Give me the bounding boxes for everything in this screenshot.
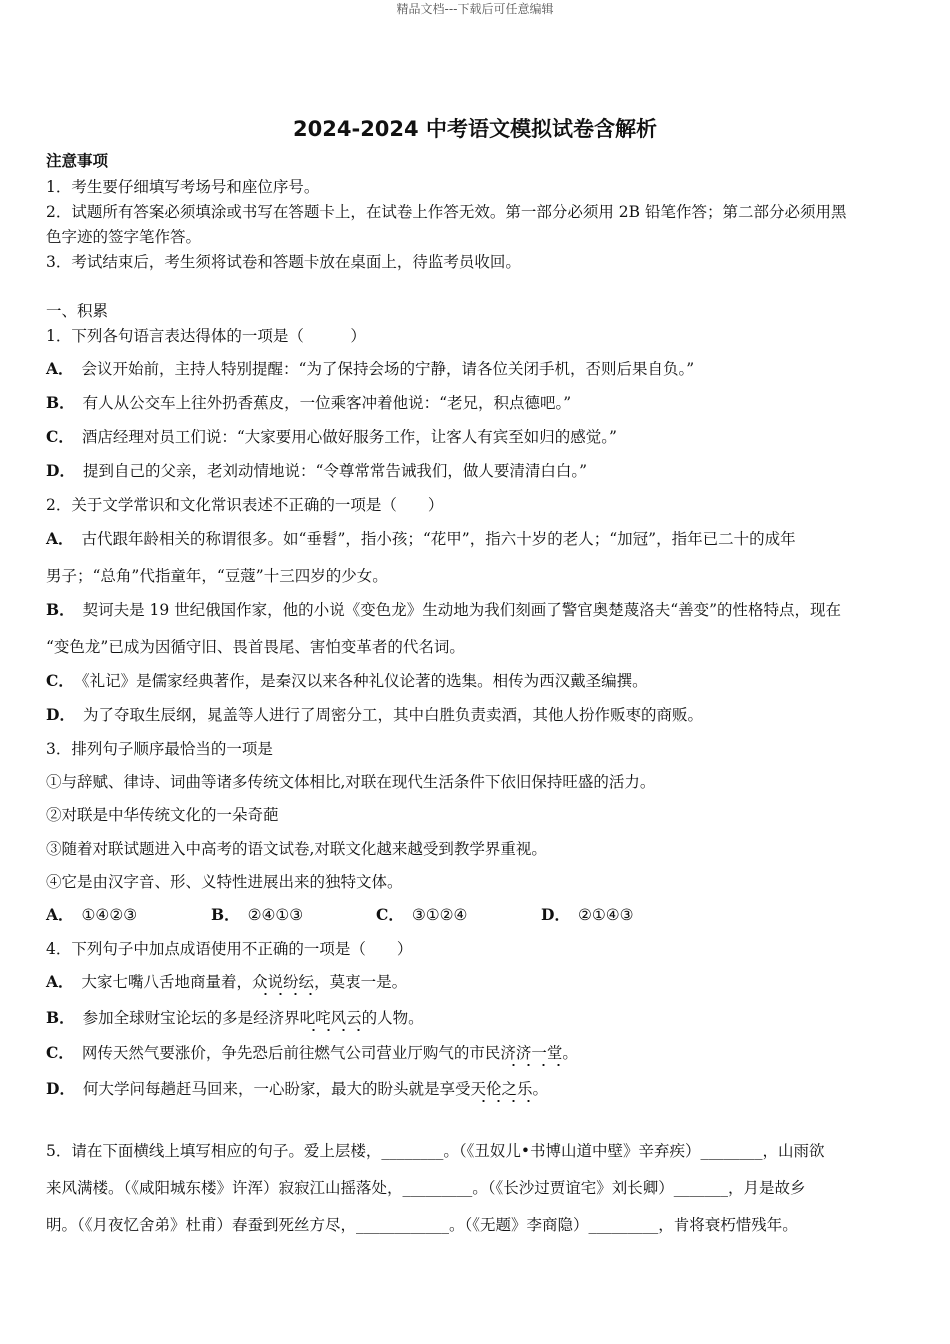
option-label: C． (46, 1043, 74, 1062)
question-stem: 4．下列句子中加点成语使用不正确的一项是（ ） (46, 940, 413, 958)
sentence-item: ①与辞赋、律诗、词曲等诸多传统文体相比,对联在现代生活条件下依旧保持旺盛的活力。 (46, 773, 656, 791)
option-label: B． (211, 905, 240, 924)
option-label: D． (46, 705, 75, 724)
dotted-idiom: 叱咤风云 (299, 1009, 362, 1027)
notice-item: 1．考生要仔细填写考场号和座位序号。 (46, 178, 320, 196)
sentence-item: ②对联是中华传统文化的一朵奇葩 (46, 806, 279, 824)
fill-blank-line: 5．请在下面横线上填写相应的句子。爱上层楼，________。（《丑奴儿•书博山道中壁》辛弃疾）________，山雨欲 (46, 1142, 825, 1160)
section-heading: 一、积累 (46, 302, 109, 320)
option-d (46, 705, 908, 725)
dotted-idiom: 济济一堂 (500, 1044, 563, 1062)
option-text: 古代跟年龄相关的称谓很多。如“垂髫”，指小孩；“花甲”，指六十岁的老人；“加冠”，指年已二十的成年 (81, 530, 796, 548)
page-title: 2024-2024 中考语文模拟试卷含解析 (293, 117, 657, 141)
dotted-idiom: 众说纷纭 (252, 973, 315, 991)
choice-row (46, 905, 908, 925)
option-continuation: “变色龙”已成为因循守旧、畏首畏尾、害怕变革者的代名词。 (46, 638, 465, 656)
option-label: A． (46, 905, 74, 924)
option-text: ②①④③ (577, 906, 634, 924)
option-c (46, 671, 908, 691)
option-text: ，莫衷一是。 (314, 973, 408, 991)
choice-c (376, 905, 541, 925)
choice-b (211, 905, 376, 925)
option-text: ③①②④ (411, 906, 468, 924)
option-text: 契诃夫是 19 世纪俄国作家，他的小说《变色龙》生动地为我们刻画了警官奥楚蔑洛夫“善变”的性格特点，现在 (82, 601, 842, 619)
option-text: 为了夺取生辰纲，晁盖等人进行了周密分工，其中白胜负责卖酒，其他人扮作贩枣的商贩。 (82, 706, 703, 724)
question-stem: 3．排列句子顺序最恰当的一项是 (46, 740, 273, 758)
option-text: 《礼记》是儒家经典著作，是秦汉以来各种礼仪论著的选集。相传为西汉戴圣编撰。 (81, 672, 648, 690)
option-text: 大家七嘴八舌地商量着， (81, 973, 253, 991)
fill-blank-line: 明。（《月夜忆舍弟》杜甫）春蚕到死丝方尽，____________。（《无题》李商隐）_________，肯将衰朽惜残年。 (46, 1216, 798, 1234)
option-b (46, 1008, 908, 1028)
option-text: 参加全球财宝论坛的多是经济界 (82, 1009, 300, 1027)
question-stem: 2．关于文学常识和文化常识表述不正确的一项是（ ） (46, 496, 444, 514)
option-b (46, 600, 908, 620)
dotted-idiom: 天伦之乐 (470, 1080, 533, 1098)
option-label: A． (46, 972, 74, 991)
fill-blank-line: 来风满楼。（《咸阳城东楼》许浑）寂寂江山摇落处，_________。（《长沙过贾谊宅》刘长卿）_______，月是故乡 (46, 1179, 806, 1197)
notice-item: 3．考试结束后，考生须将试卷和答题卡放在桌面上，待监考员收回。 (46, 253, 521, 271)
option-text: 会议开始前，主持人特别提醒：“为了保持会场的宁静，请各位关闭手机，否则后果自负。” (81, 360, 695, 378)
option-a (46, 359, 908, 379)
option-text: 的人物。 (361, 1009, 424, 1027)
choice-a (46, 905, 211, 925)
option-d (46, 1079, 908, 1099)
option-text: 网传天然气要涨价，争先恐后前往燃气公司营业厅购气的市民 (81, 1044, 501, 1062)
option-c (46, 1043, 908, 1063)
notice-item: 色字迹的签字笔作答。 (46, 228, 202, 246)
option-label: B． (46, 600, 75, 619)
notice-heading: 注意事项 (46, 151, 109, 170)
option-label: D． (46, 461, 75, 480)
option-label: C． (46, 427, 74, 446)
option-text: 。 (532, 1080, 548, 1098)
sentence-item: ④它是由汉字音、形、义特性进展出来的独特文体。 (46, 873, 403, 891)
option-text: 。 (562, 1044, 578, 1062)
option-label: A． (46, 529, 74, 548)
option-label: B． (46, 393, 75, 412)
sentence-item: ③随着对联试题进入中高考的语文试卷,对联文化越来越受到教学界重视。 (46, 840, 547, 858)
header-note: 精品文档---下载后可任意编辑 (396, 2, 554, 16)
option-continuation: 男子；“总角”代指童年，“豆蔻”十三四岁的少女。 (46, 567, 388, 585)
question-stem: 1．下列各句语言表达得体的一项是（ ） (46, 327, 366, 345)
option-label: D． (541, 905, 570, 924)
option-label: C． (46, 671, 74, 690)
choice-d (541, 905, 706, 925)
option-a (46, 972, 908, 992)
option-text: ②④①③ (247, 906, 304, 924)
option-label: A． (46, 359, 74, 378)
option-text: 酒店经理对员工们说：“大家要用心做好服务工作，让客人有宾至如归的感觉。” (81, 428, 617, 446)
option-text: ①④②③ (81, 906, 138, 924)
option-label: D． (46, 1079, 75, 1098)
option-d (46, 461, 908, 481)
notice-item: 2．试题所有答案必须填涂或书写在答题卡上，在试卷上作答无效。第一部分必须用 2B 铅笔作答；第二部分必须用黑 (46, 203, 847, 221)
option-a (46, 529, 908, 549)
option-text: 有人从公交车上往外扔香蕉皮，一位乘客冲着他说：“老兄，积点德吧。” (82, 394, 572, 412)
option-label: C． (376, 905, 404, 924)
option-text: 何大学问每趟赶马回来，一心盼家，最大的盼头就是享受 (82, 1080, 471, 1098)
option-text: 提到自己的父亲，老刘动情地说：“令尊常常告诫我们，做人要清清白白。” (82, 462, 588, 480)
option-b (46, 393, 908, 413)
option-c (46, 427, 908, 447)
option-label: B． (46, 1008, 75, 1027)
